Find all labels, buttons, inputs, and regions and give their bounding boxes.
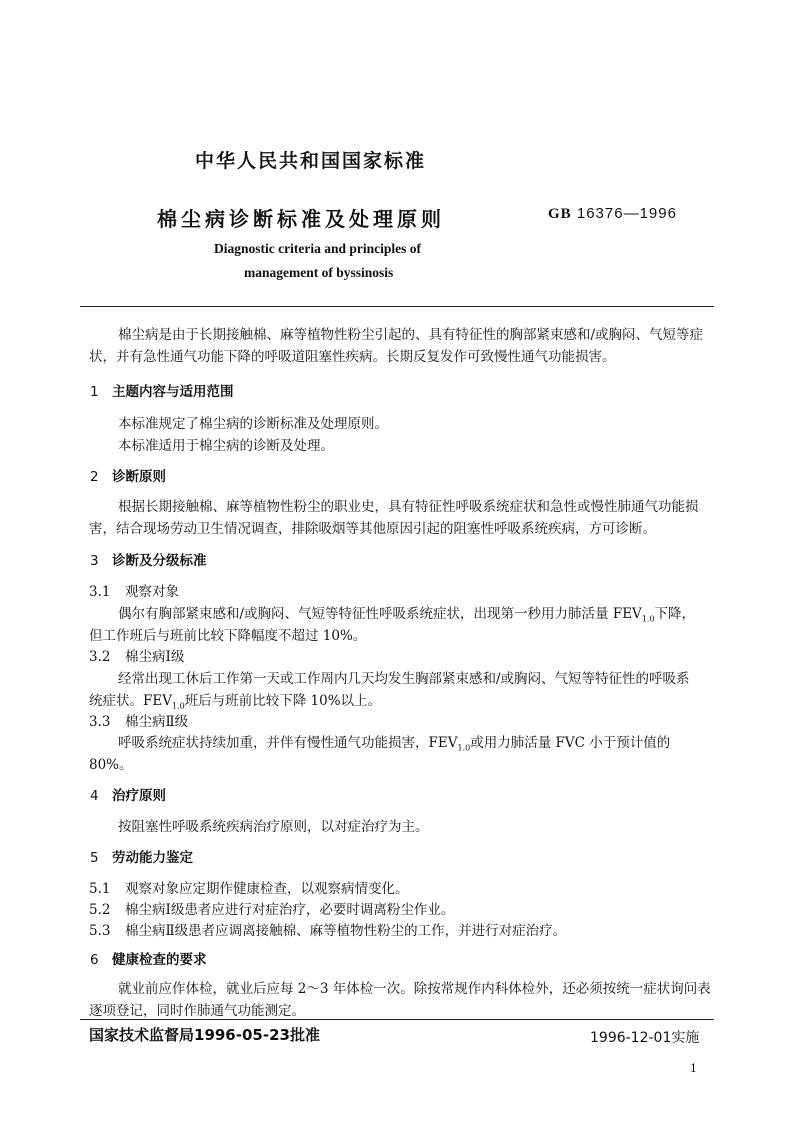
s31-line1: 偶尔有胸部紧束感和/或胸闷、气短等特征性呼吸系统症状，出现第一秒用力肺活量 $FEV_{1.0}$下降， — [118, 606, 696, 624]
section-title: 治疗原则 — [112, 788, 166, 804]
intro-line2: 状，并有急性通气功能下降的呼吸道阻塞性疾病。长期反复发作可致慢性通气功能损害。 — [89, 349, 616, 365]
section-number: 5 — [90, 850, 99, 866]
section-1-para2: 本标准适用于棉尘病的诊断及处理。 — [118, 438, 334, 454]
section-title: 诊断及分级标准 — [112, 553, 207, 569]
header-rule — [80, 306, 714, 307]
section-number: 4 — [90, 788, 99, 804]
item-5-1 — [89, 877, 409, 897]
section-2-line1: 根据长期接触棉、麻等植物性粉尘的职业史，具有特征性呼吸系统症状和急性或慢性肺通气功能损 — [118, 499, 699, 515]
s33-line1: 呼吸系统症状持续加重，并伴有慢性通气功能损害，$FEV_{1.0}$或用力肺活量 FVC 小于预计值的 — [118, 735, 671, 753]
item-text: 观察对象应定期作健康检查，以观察病情变化。 — [125, 881, 409, 897]
footer-rule — [80, 1019, 714, 1020]
section-6-heading — [90, 948, 207, 968]
english-title-line1: Diagnostic criteria and principles of — [214, 241, 421, 256]
section-5-heading — [90, 846, 193, 866]
section-number: 3 — [90, 553, 99, 569]
section-number: 2 — [90, 469, 99, 485]
item-number: 5.1 — [89, 881, 111, 897]
section-1-heading — [90, 380, 234, 400]
subsection-3-1 — [89, 580, 179, 600]
standard-prefix: GB — [548, 206, 572, 222]
english-title-line2: management of byssinosis — [244, 265, 394, 280]
item-text: 棉尘病Ⅱ级患者应调离接触棉、麻等植物性粉尘的工作，并进行对症治疗。 — [125, 923, 567, 939]
section-6-line1: 就业前应作体检，就业后应每 2～3 年体检一次。除按常规作内科体检外，还必须按统一症状询问表 — [118, 981, 711, 997]
section-title: 诊断原则 — [112, 469, 166, 485]
subsection-3-2 — [89, 645, 184, 665]
section-4-para: 按阻塞性呼吸系统疾病治疗原则，以对症治疗为主。 — [118, 819, 429, 835]
section-number: 6 — [90, 952, 99, 968]
s33-line2: 80%。 — [89, 757, 133, 773]
subsection-number: 3.3 — [89, 714, 111, 730]
section-3-heading — [90, 549, 207, 569]
intro-line1: 棉尘病是由于长期接触棉、麻等植物性粉尘引起的、具有特征性的胸部紧束感和/或胸闷、气短等症 — [118, 327, 704, 343]
standard-number — [548, 205, 677, 223]
section-4-heading — [90, 784, 166, 804]
subsection-title: 观察对象 — [125, 584, 179, 600]
subsection-number: 3.2 — [89, 649, 111, 665]
section-2-heading — [90, 465, 166, 485]
section-title: 主题内容与适用范围 — [112, 384, 234, 400]
subsection-title: 棉尘病Ⅱ级 — [125, 714, 189, 730]
subsection-3-3 — [89, 710, 188, 730]
item-5-2 — [89, 898, 454, 918]
effective-date: 1996-12-01实施 — [590, 1030, 700, 1046]
standard-code: 16376—1996 — [576, 205, 677, 222]
subsection-number: 3.1 — [89, 584, 111, 600]
section-1-para1: 本标准规定了棉尘病的诊断标准及处理原则。 — [118, 416, 388, 432]
section-title: 劳动能力鉴定 — [112, 850, 193, 866]
item-number: 5.3 — [89, 923, 111, 939]
approval-date: 国家技术监督局1996-05-23批准 — [89, 1026, 320, 1044]
section-6-line2: 逐项登记，同时作肺通气功能测定。 — [89, 1003, 305, 1019]
section-number: 1 — [90, 384, 99, 400]
s32-line2: 统症状。$FEV_{1.0}$班后与班前比较下降 10%以上。 — [89, 693, 382, 711]
page-number: 1 — [690, 1062, 697, 1075]
org-title: 中华人民共和国国家标准 — [195, 150, 427, 172]
section-title: 健康检查的要求 — [112, 952, 207, 968]
item-text: 棉尘病Ⅰ级患者应进行对症治疗，必要时调离粉尘作业。 — [125, 902, 455, 918]
subsection-title: 棉尘病Ⅰ级 — [125, 649, 185, 665]
section-2-line2: 害，结合现场劳动卫生情况调查，排除吸烟等其他原因引起的阻塞性呼吸系统疾病，方可诊断。 — [89, 521, 656, 537]
s31-line2: 但工作班后与班前比较下降幅度不超过 10%。 — [89, 628, 367, 644]
item-5-3 — [89, 919, 566, 939]
item-number: 5.2 — [89, 902, 111, 918]
document-title: 棉尘病诊断标准及处理原则 — [157, 207, 445, 231]
s32-line1: 经常出现工休后工作第一天或工作周内几天均发生胸部紧束感和/或胸闷、气短等特征性的呼吸系 — [118, 671, 690, 687]
